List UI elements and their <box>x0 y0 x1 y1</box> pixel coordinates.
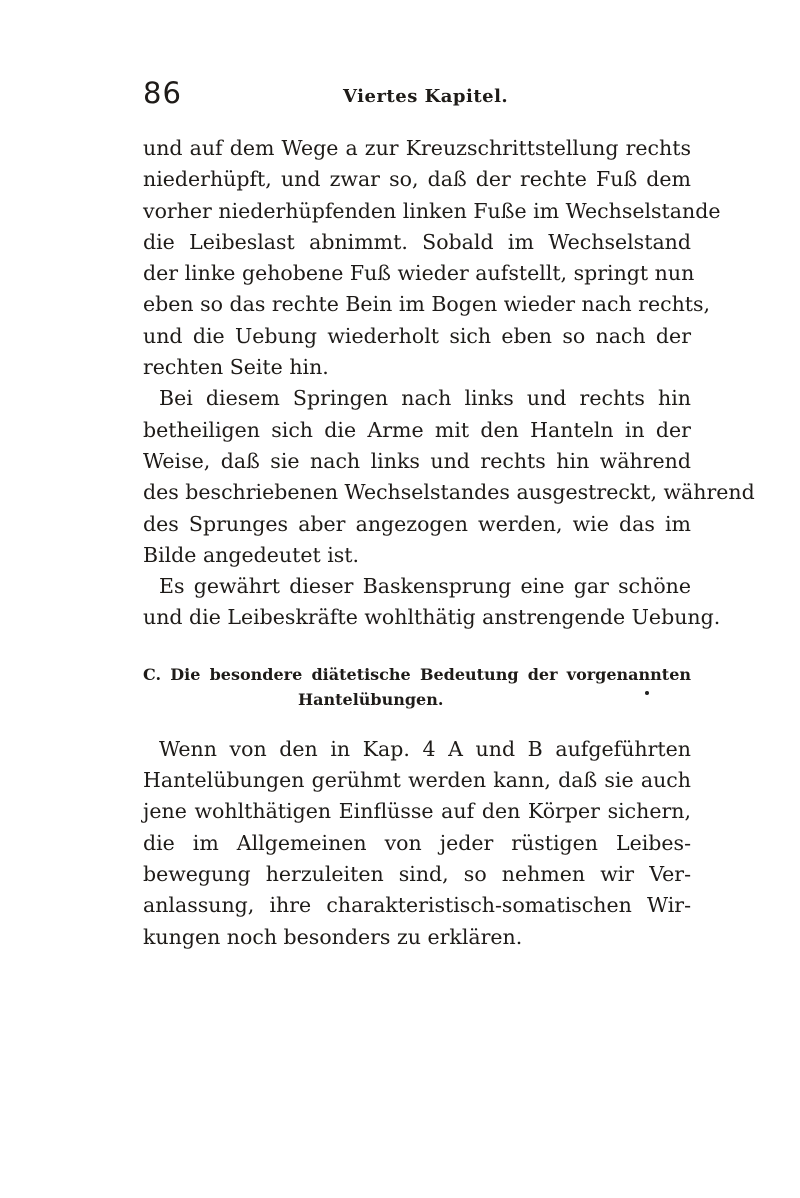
body-text <box>143 133 755 953</box>
margin-dot <box>645 691 649 695</box>
text-line: Weise, daß sie nach links und rechts hin während <box>143 448 691 473</box>
text-line: Es gewährt dieser Baskensprung eine gar schöne <box>159 574 691 599</box>
running-head: Viertes Kapitel. <box>343 86 509 107</box>
page-number: 86 <box>143 76 182 110</box>
text-line: Bilde angedeutet ist. <box>143 542 360 567</box>
text-line: niederhüpft, und zwar so, daß der rechte Fuß dem <box>143 167 691 192</box>
text-line: des beschriebenen Wechselstandes ausgestreckt, während <box>143 480 755 505</box>
text-line: der linke gehobene Fuß wieder aufstellt, springt nun <box>143 261 695 286</box>
text-line: jene wohlthätigen Einflüsse auf den Körper sichern, <box>143 799 691 824</box>
text-line: die im Allgemeinen von jeder rüstigen Leibes- <box>143 830 691 855</box>
paragraph-1 <box>143 133 721 383</box>
section-heading <box>143 662 691 712</box>
text-line: und die Uebung wiederholt sich eben so nach der <box>143 323 691 348</box>
paragraph-3 <box>143 571 721 634</box>
page-header <box>143 76 703 116</box>
text-line: eben so das rechte Bein im Bogen wieder nach rechts, <box>143 292 711 317</box>
text-line: Hantelübungen gerühmt werden kann, daß sie auch <box>143 768 691 793</box>
text-line: Bei diesem Springen nach links und rechts hin <box>159 386 691 411</box>
text-line: bewegung herzuleiten sind, so nehmen wir Ver- <box>143 861 691 886</box>
text-line: vorher niederhüpfenden linken Fuße im Wechselstande <box>143 198 721 223</box>
text-line: Wenn von den in Kap. 4 A und B aufgeführten <box>159 736 691 761</box>
text-line: rechten Seite hin. <box>143 355 329 380</box>
text-line: und auf dem Wege a zur Kreuzschrittstellung rechts <box>143 136 691 160</box>
text-line: betheiligen sich die Arme mit den Hanteln in der <box>143 417 691 442</box>
paragraph-4 <box>143 734 691 953</box>
text-line: anlassung, ihre charakteristisch-somatischen Wir- <box>143 893 691 918</box>
text-line: und die Leibeskräfte wohlthätig anstrengende Uebung. <box>143 605 721 630</box>
section-heading-line: C. Die besondere diätetische Bedeutung der vorgenannten <box>143 664 691 684</box>
section-heading-line: Hantelübungen. <box>298 689 444 709</box>
paragraph-2 <box>143 383 755 571</box>
text-line: des Sprunges aber angezogen werden, wie das im <box>143 511 691 536</box>
text-line: die Leibeslast abnimmt. Sobald im Wechselstand <box>143 229 691 254</box>
text-line: kungen noch besonders zu erklären. <box>143 924 523 949</box>
